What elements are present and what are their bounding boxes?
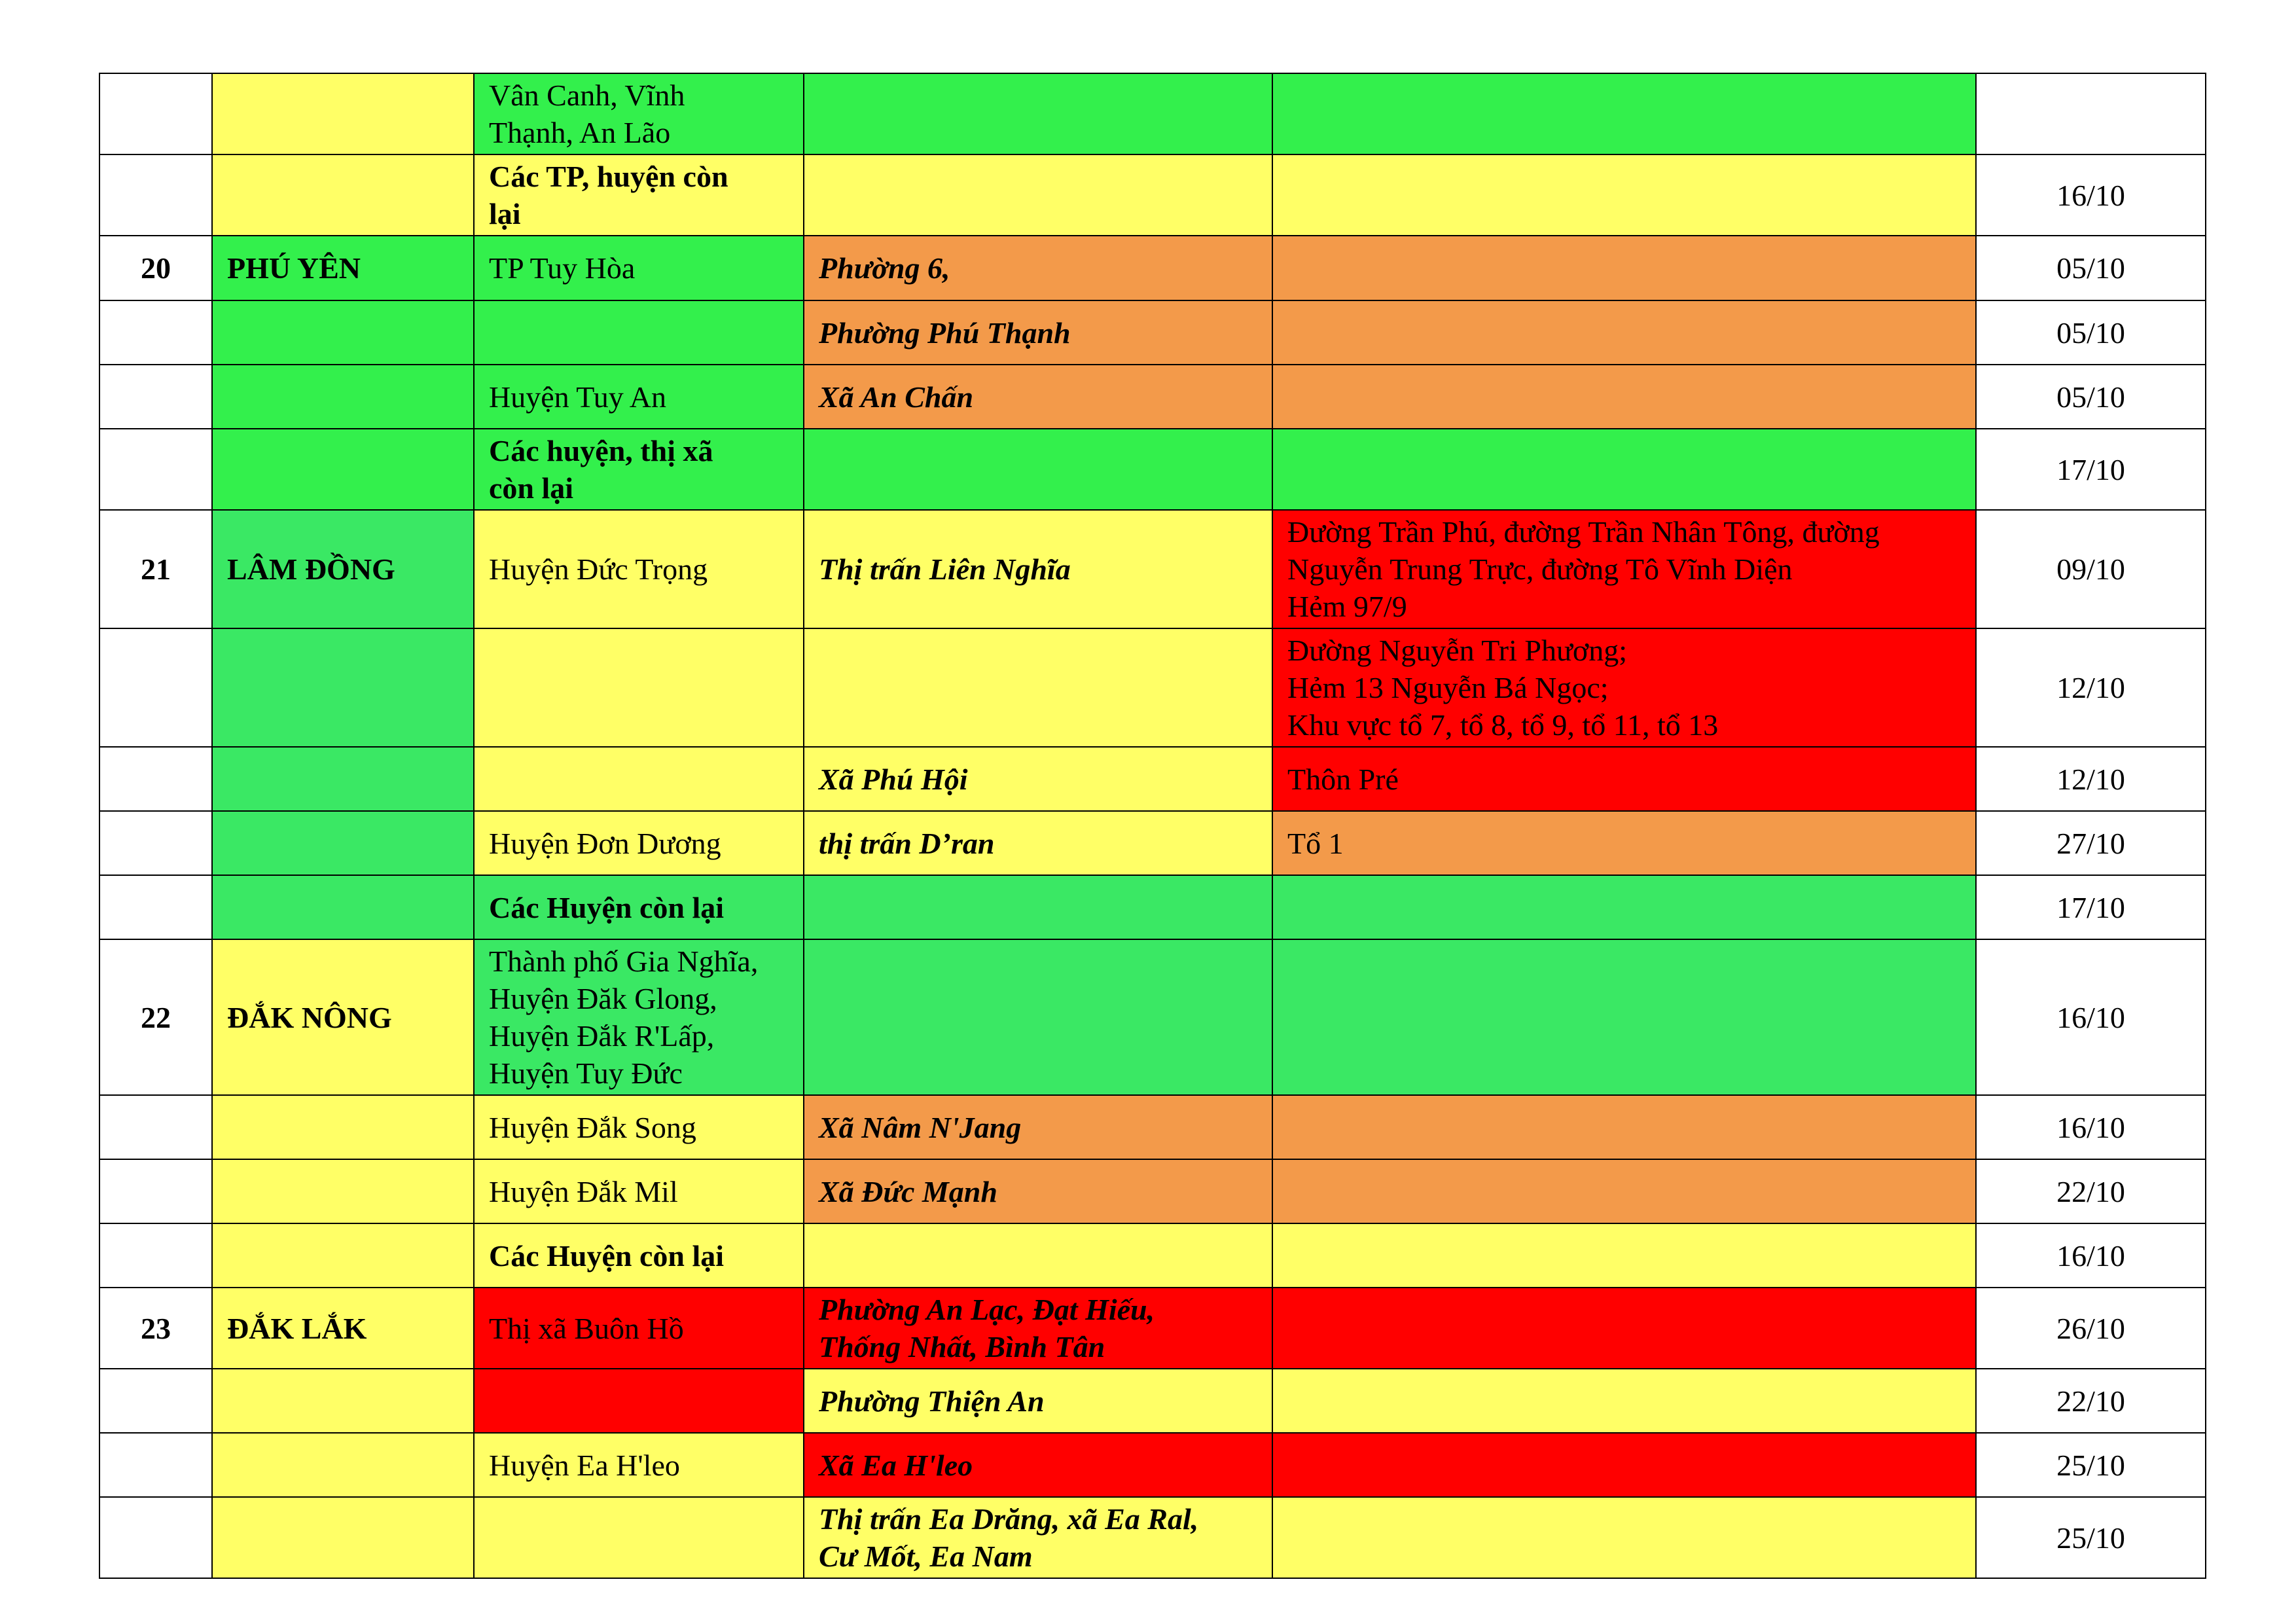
province-cell: ĐẮK NÔNG (212, 939, 474, 1095)
district-cell (474, 1497, 804, 1578)
zone-classification-table (99, 73, 2206, 1579)
ward-line: Thị trấn Liên Nghĩa (819, 552, 1071, 586)
district-line: Huyện Đức Trọng (489, 552, 708, 586)
province-cell (212, 1369, 474, 1433)
area-cell (1272, 811, 1976, 875)
table-row (99, 1159, 2206, 1223)
area-cell (1272, 1288, 1976, 1369)
ward-line: Phường 6, (819, 251, 950, 285)
ward-cell (804, 628, 1272, 747)
ward-cell (804, 236, 1272, 300)
area-cell (1272, 429, 1976, 510)
table-row (99, 1369, 2206, 1433)
stt-cell (99, 811, 212, 875)
table-row (99, 1433, 2206, 1497)
area-cell (1272, 1159, 1976, 1223)
district-cell (474, 1159, 804, 1223)
district-cell (474, 1095, 804, 1159)
date-cell: 25/10 (1976, 1433, 2206, 1497)
area-cell (1272, 236, 1976, 300)
table-row (99, 300, 2206, 365)
district-cell (474, 811, 804, 875)
table-row (99, 628, 2206, 747)
province-cell (212, 811, 474, 875)
stt-cell (99, 1497, 212, 1578)
date-cell (1976, 73, 2206, 154)
ward-cell (804, 1497, 1272, 1578)
district-line: TP Tuy Hòa (489, 251, 636, 285)
table-row (99, 1288, 2206, 1369)
table-row (99, 1223, 2206, 1288)
ward-cell (804, 300, 1272, 365)
ward-line: Xã Nâm N'Jang (819, 1110, 1022, 1144)
ward-line: Thị trấn Ea Drăng, xã Ea Ral, (819, 1502, 1199, 1536)
area-cell (1272, 365, 1976, 429)
province-cell (212, 73, 474, 154)
date-cell: 16/10 (1976, 154, 2206, 236)
area-line: Hẻm 97/9 (1287, 590, 1407, 623)
ward-cell (804, 1223, 1272, 1288)
date-cell: 16/10 (1976, 939, 2206, 1095)
date-cell: 05/10 (1976, 236, 2206, 300)
province-cell: PHÚ YÊN (212, 236, 474, 300)
date-cell: 16/10 (1976, 1095, 2206, 1159)
table-row (99, 73, 2206, 154)
area-cell (1272, 154, 1976, 236)
ward-line: Phường An Lạc, Đạt Hiếu, (819, 1293, 1155, 1326)
area-cell (1272, 1095, 1976, 1159)
district-cell (474, 628, 804, 747)
date-cell: 05/10 (1976, 365, 2206, 429)
ward-cell (804, 1288, 1272, 1369)
date-cell: 25/10 (1976, 1497, 2206, 1578)
table-row (99, 1095, 2206, 1159)
stt-cell (99, 1095, 212, 1159)
district-cell (474, 1288, 804, 1369)
province-cell (212, 1223, 474, 1288)
area-cell (1272, 73, 1976, 154)
province-cell (212, 747, 474, 811)
province-cell (212, 1497, 474, 1578)
area-cell (1272, 939, 1976, 1095)
province-cell (212, 1159, 474, 1223)
district-cell (474, 747, 804, 811)
district-cell (474, 300, 804, 365)
ward-line: Phường Phú Thạnh (819, 316, 1071, 350)
table-row (99, 747, 2206, 811)
date-cell: 26/10 (1976, 1288, 2206, 1369)
ward-cell (804, 811, 1272, 875)
table-row (99, 429, 2206, 510)
ward-cell (804, 939, 1272, 1095)
ward-cell (804, 875, 1272, 939)
ward-cell (804, 1369, 1272, 1433)
district-line: Thị xã Buôn Hồ (489, 1311, 684, 1345)
province-cell: LÂM ĐỒNG (212, 510, 474, 628)
area-cell (1272, 1433, 1976, 1497)
stt-cell: 22 (99, 939, 212, 1095)
stt-cell (99, 429, 212, 510)
province-cell (212, 365, 474, 429)
stt-cell (99, 1159, 212, 1223)
date-cell: 17/10 (1976, 429, 2206, 510)
ward-line: Cư Mốt, Ea Nam (819, 1540, 1033, 1573)
date-cell: 09/10 (1976, 510, 2206, 628)
ward-line: Xã An Chấn (819, 380, 974, 414)
ward-line: Xã Đức Mạnh (819, 1174, 997, 1208)
stt-cell (99, 365, 212, 429)
table-row (99, 154, 2206, 236)
stt-cell (99, 1369, 212, 1433)
stt-cell (99, 628, 212, 747)
district-line: Huyện Đắk R'Lấp, (489, 1019, 715, 1053)
area-line: Thôn Pré (1287, 762, 1399, 796)
date-cell: 12/10 (1976, 628, 2206, 747)
ward-line: Thống Nhất, Bình Tân (819, 1330, 1105, 1363)
area-cell (1272, 300, 1976, 365)
area-cell (1272, 628, 1976, 747)
stt-cell (99, 875, 212, 939)
district-line: còn lại (489, 471, 574, 505)
area-cell (1272, 1369, 1976, 1433)
ward-cell (804, 510, 1272, 628)
ward-line: Phường Thiện An (819, 1384, 1045, 1418)
district-cell (474, 1223, 804, 1288)
province-cell (212, 300, 474, 365)
ward-cell (804, 747, 1272, 811)
stt-cell (99, 154, 212, 236)
table-row (99, 811, 2206, 875)
ward-cell (804, 1159, 1272, 1223)
district-cell (474, 939, 804, 1095)
province-cell (212, 628, 474, 747)
district-line: Các TP, huyện còn (489, 160, 728, 193)
district-cell (474, 1369, 804, 1433)
district-line: Huyện Tuy An (489, 380, 666, 414)
ward-cell (804, 1095, 1272, 1159)
stt-cell: 21 (99, 510, 212, 628)
province-cell (212, 1433, 474, 1497)
province-cell (212, 1095, 474, 1159)
date-cell: 12/10 (1976, 747, 2206, 811)
province-cell (212, 875, 474, 939)
district-cell (474, 365, 804, 429)
district-line: Thạnh, An Lão (489, 116, 671, 149)
district-line: Huyện Đăk Glong, (489, 982, 717, 1015)
district-line: Huyện Ea H'leo (489, 1448, 680, 1482)
stt-cell (99, 73, 212, 154)
date-cell: 27/10 (1976, 811, 2206, 875)
ward-cell (804, 73, 1272, 154)
ward-line: Xã Phú Hội (819, 762, 968, 796)
district-line: Thành phố Gia Nghĩa, (489, 945, 759, 978)
district-line: Các Huyện còn lại (489, 890, 725, 924)
ward-cell (804, 365, 1272, 429)
date-cell: 22/10 (1976, 1369, 2206, 1433)
table-row (99, 1497, 2206, 1578)
district-line: Huyện Đơn Dương (489, 826, 721, 860)
ward-cell (804, 1433, 1272, 1497)
district-cell (474, 73, 804, 154)
district-cell (474, 510, 804, 628)
table-row (99, 875, 2206, 939)
area-line: Khu vực tổ 7, tổ 8, tổ 9, tổ 11, tổ 13 (1287, 708, 1719, 742)
stt-cell: 20 (99, 236, 212, 300)
area-cell (1272, 875, 1976, 939)
area-line: Đường Trần Phú, đường Trần Nhân Tông, đường (1287, 515, 1880, 549)
province-cell (212, 429, 474, 510)
area-line: Hẻm 13 Nguyễn Bá Ngọc; (1287, 671, 1609, 704)
table-row (99, 939, 2206, 1095)
table-row (99, 510, 2206, 628)
district-line: Huyện Đắk Song (489, 1110, 696, 1144)
table-row (99, 365, 2206, 429)
area-cell (1272, 510, 1976, 628)
table-row (99, 236, 2206, 300)
district-cell (474, 875, 804, 939)
stt-cell (99, 1223, 212, 1288)
province-cell (212, 154, 474, 236)
date-cell: 22/10 (1976, 1159, 2206, 1223)
district-cell (474, 429, 804, 510)
date-cell: 17/10 (1976, 875, 2206, 939)
stt-cell (99, 300, 212, 365)
district-line: Huyện Tuy Đức (489, 1056, 683, 1090)
area-line: Tổ 1 (1287, 826, 1344, 860)
district-line: Huyện Đắk Mil (489, 1174, 678, 1208)
ward-line: Xã Ea H'leo (819, 1448, 973, 1482)
stt-cell: 23 (99, 1288, 212, 1369)
ward-cell (804, 429, 1272, 510)
date-cell: 05/10 (1976, 300, 2206, 365)
district-line: Vân Canh, Vĩnh (489, 79, 685, 112)
district-cell (474, 1433, 804, 1497)
district-line: Các huyện, thị xã (489, 434, 713, 467)
area-line: Nguyễn Trung Trực, đường Tô Vĩnh Diện (1287, 552, 1793, 586)
district-line: lại (489, 197, 521, 230)
stt-cell (99, 747, 212, 811)
date-cell: 16/10 (1976, 1223, 2206, 1288)
district-cell (474, 236, 804, 300)
area-line: Đường Nguyễn Tri Phương; (1287, 634, 1627, 667)
district-line: Các Huyện còn lại (489, 1238, 725, 1272)
stt-cell (99, 1433, 212, 1497)
area-cell (1272, 1497, 1976, 1578)
ward-cell (804, 154, 1272, 236)
district-cell (474, 154, 804, 236)
area-cell (1272, 747, 1976, 811)
ward-line: thị trấn D’ran (819, 826, 995, 860)
province-cell: ĐẮK LẮK (212, 1288, 474, 1369)
area-cell (1272, 1223, 1976, 1288)
